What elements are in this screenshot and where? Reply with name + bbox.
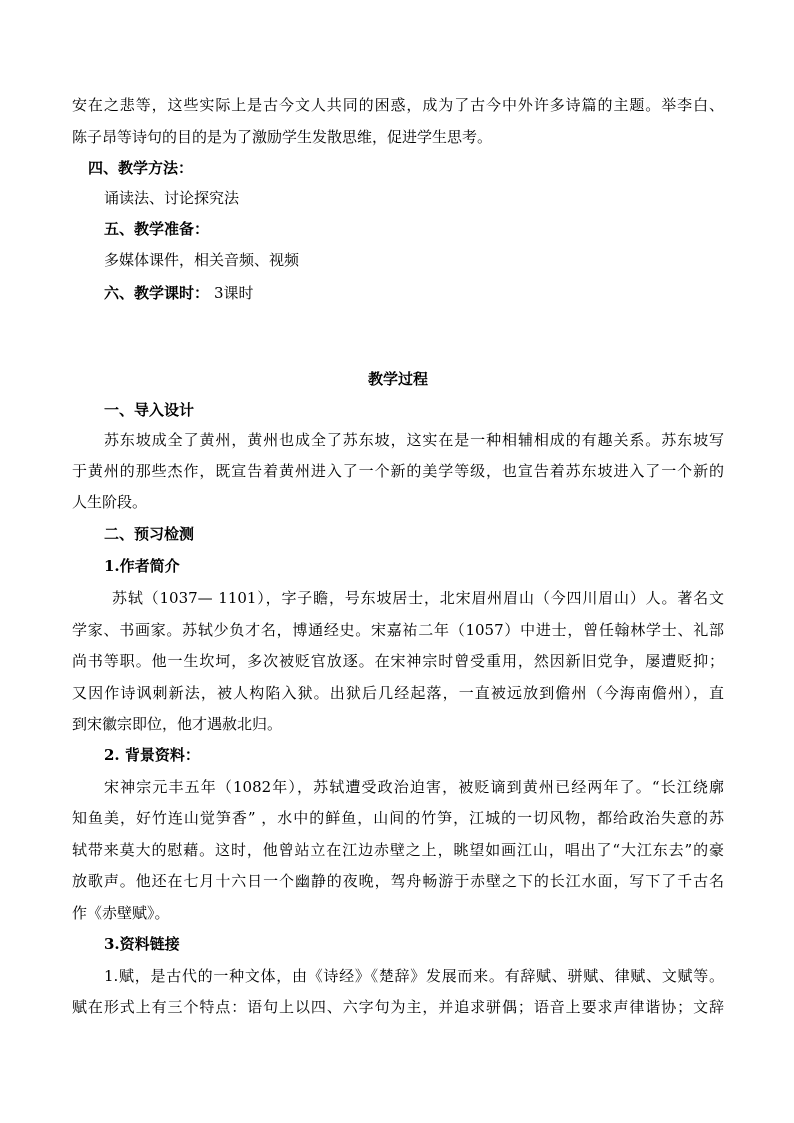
background-heading: 2. 背景资料： <box>104 746 200 764</box>
part-1-line-2: 于黄州的那些杰作，既宣告着黄州进入了一个新的美学等级，也宣告着苏东坡进入了一个新的 <box>72 462 724 480</box>
section-4-content: 诵读法、讨论探究法 <box>104 189 240 207</box>
background-line-5: 作《赤壁赋》。 <box>72 904 170 922</box>
section-5-heading: 五、教学准备： <box>104 220 210 238</box>
author-line-4: 又因作诗讽刺新法，被人构陷入狱。出狱后几经起落，一直被远放到儋州（今海南儋州），直 <box>72 684 724 702</box>
author-line-5: 到宋徽宗即位，他才遇赦北归。 <box>72 715 283 733</box>
links-line-1: 1.赋，是古代的一种文体，由《诗经》《楚辞》发展而来。有辞赋、骈赋、律赋、文赋等。 <box>104 967 724 985</box>
author-heading: 1.作者简介 <box>104 557 180 575</box>
process-title: 教学过程 <box>367 370 428 388</box>
section-5-content: 多媒体课件，相关音频、视频 <box>104 251 300 269</box>
section-6-heading: 六、教学课时： <box>104 284 210 302</box>
intro-line-2: 陈子昂等诗句的目的是为了激励学生发散思维，促进学生思考。 <box>72 128 493 146</box>
part-1-heading: 一、导入设计 <box>104 401 195 419</box>
section-6-content: 3课时 <box>214 284 254 302</box>
author-line-2: 学家、书画家。苏轼少负才名，博通经史。宋嘉祐二年（1057）中进士，曾任翰林学士、礼部 <box>72 621 724 639</box>
links-line-2: 赋在形式上有三个特点：语句上以四、六字句为主，并追求骈偶；语音上要求声律谐协；文辞 <box>72 998 724 1016</box>
part-2-heading: 二、预习检测 <box>104 525 195 543</box>
links-heading: 3.资料链接 <box>104 935 180 953</box>
author-line-3: 尚书等职。他一生坎坷，多次被贬官放逐。在宋神宗时曾受重用，然因新旧党争，屡遭贬抑； <box>72 652 724 670</box>
intro-line-1: 安在之悲等，这些实际上是古今文人共同的困惑，成为了古今中外许多诗篇的主题。举李白、 <box>72 96 724 114</box>
author-line-1: 苏轼（1037— 1101），字子瞻，号东坡居士，北宋眉州眉山（今四川眉山）人。著名文 <box>112 589 724 607</box>
background-line-2: 知鱼美，好竹连山觉笋香” ，水中的鲜鱼，山间的竹笋，江城的一切风物，都给政治失意的苏 <box>72 809 724 827</box>
part-1-line-1: 苏东坡成全了黄州，黄州也成全了苏东坡，这实在是一种相辅相成的有趣关系。苏东坡写 <box>104 431 724 449</box>
background-line-4: 放歌声。他还在七月十六日一个幽静的夜晚，驾舟畅游于赤壁之下的长江水面，写下了千古名 <box>72 872 724 890</box>
section-4-heading: 四、教学方法： <box>88 159 194 177</box>
background-line-1: 宋神宗元丰五年（1082年），苏轼遭受政治迫害，被贬谪到黄州已经两年了。“长江绕廓 <box>104 778 724 796</box>
background-line-3: 轼带来莫大的慰藉。这时，他曾站立在江边赤壁之上，眺望如画江山，唱出了“大江东去”的豪 <box>72 841 724 859</box>
part-1-line-3: 人生阶段。 <box>72 493 148 511</box>
